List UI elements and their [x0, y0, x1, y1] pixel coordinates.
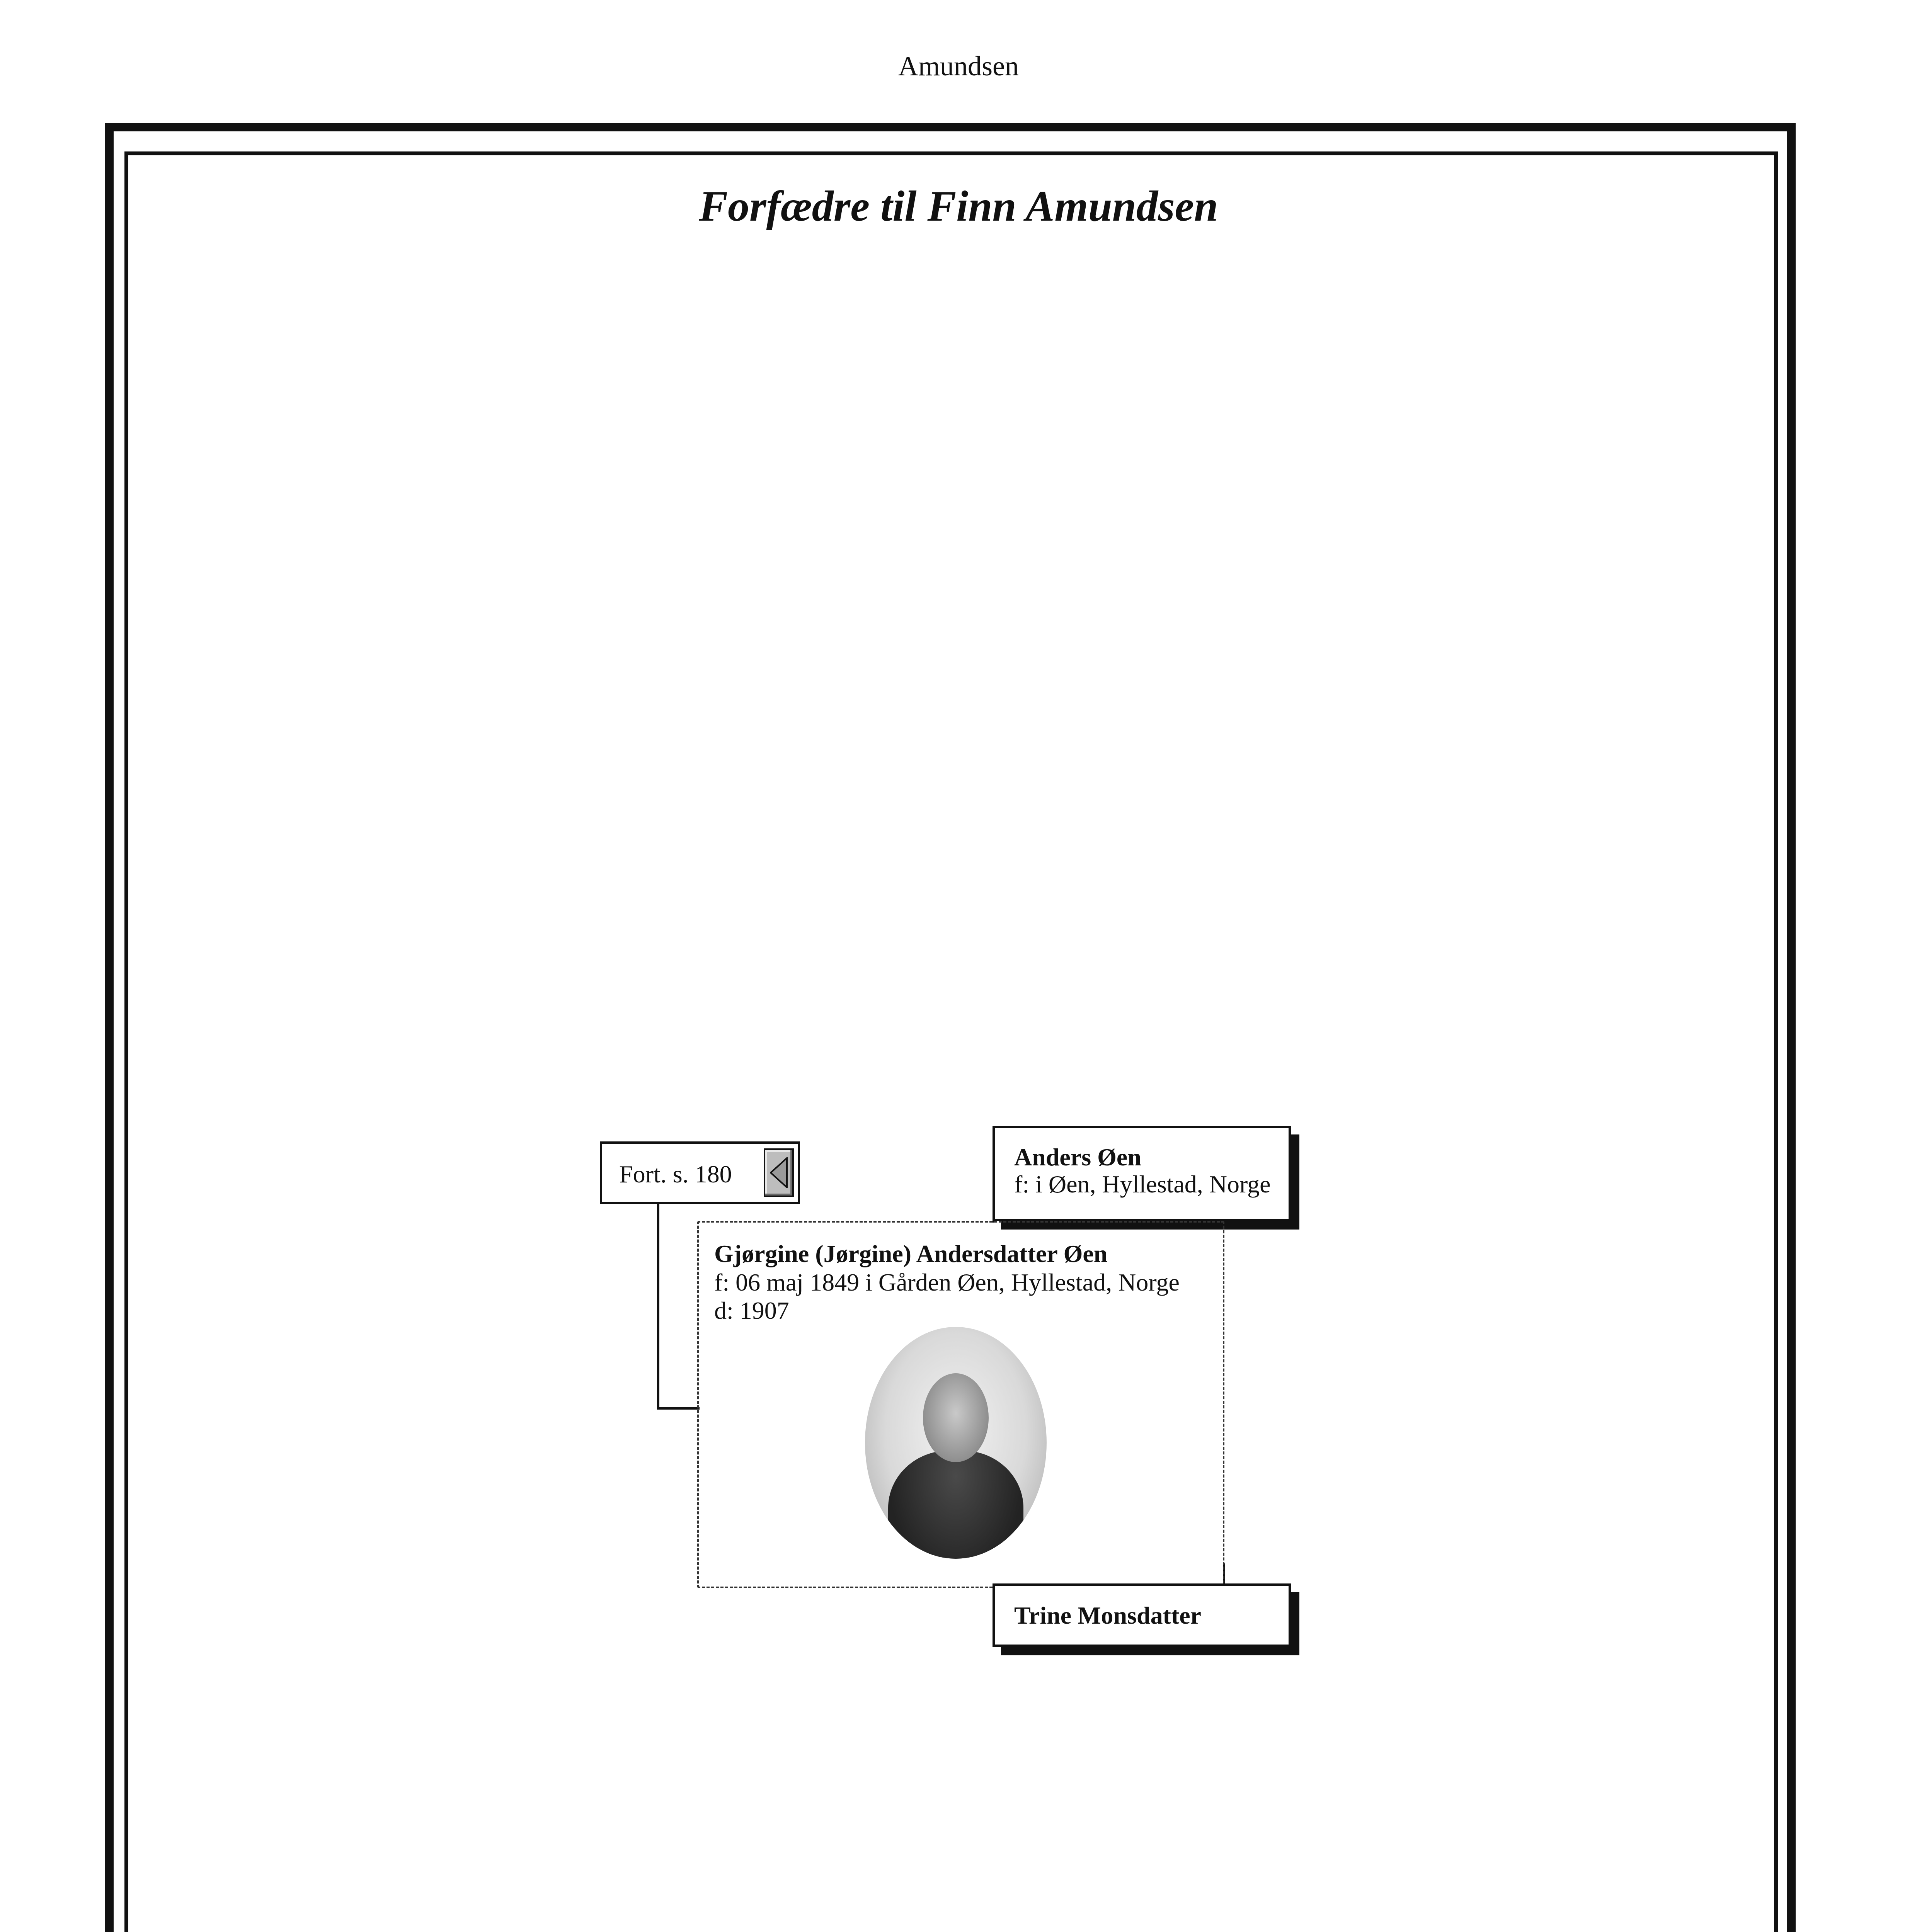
continuation-box[interactable] [600, 1141, 800, 1204]
mother-name: Trine Monsdatter [1014, 1602, 1202, 1629]
connector-fort-horizontal [657, 1407, 700, 1410]
left-triangle-icon[interactable] [764, 1148, 794, 1197]
father-name: Anders Øen [1014, 1143, 1141, 1171]
subject-name: Gjørgine (Jørgine) Andersdatter Øen [714, 1240, 1108, 1267]
father-born: f: i Øen, Hyllestad, Norge [1014, 1170, 1271, 1198]
subject-details [714, 1240, 1180, 1325]
continuation-label: Fort. s. 180 [619, 1160, 732, 1188]
subject-box[interactable] [697, 1221, 1224, 1588]
connector-fort-vertical [657, 1204, 659, 1410]
portrait-head [923, 1373, 989, 1462]
page-frame-inner [124, 151, 1778, 1932]
father-box[interactable] [993, 1126, 1291, 1221]
left-triangle-icon-svg [770, 1157, 788, 1188]
mother-box[interactable] [993, 1583, 1291, 1647]
subject-born: f: 06 maj 1849 i Gården Øen, Hyllestad, Norge [714, 1268, 1180, 1296]
subject-died: d: 1907 [714, 1297, 789, 1325]
running-header: Amundsen [898, 51, 1019, 82]
subject-portrait [865, 1327, 1047, 1559]
portrait-body [888, 1451, 1023, 1559]
page-title: Forfædre til Finn Amundsen [699, 182, 1218, 230]
